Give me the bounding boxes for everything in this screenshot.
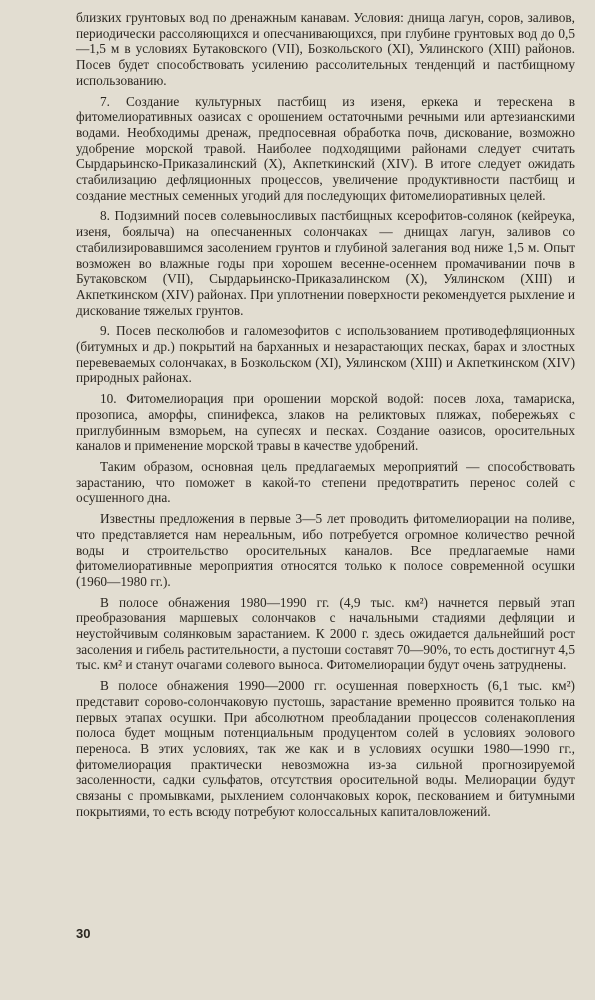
paragraph-item-8: 8. Подзимний посев солевыносливых пастбищных ксерофитов-солянок (кейреука, изеня, боялыча) на опесчаненных солончаках — днищах лагун, заливов со стабилизировавшимся засолением грунтов и глубиной залегания вод ниже 1,5 м. Опыт возможен во влажные годы при хорошем весенне-осеннем промачивании почв в Бутаковском (VII), Сырдарьинско-Приказалинском (X), Уялинском (XIII) и Акпеткинском (XIV) районах. При уплотнении поверхности рекомендуется рыхление и дискование тяжелых грунтов.: [76, 208, 575, 318]
paragraph-item-7: 7. Создание культурных пастбищ из изеня, еркека и терескена в фитомелиоративных оазисах с орошением остаточными речными или артезианскими водами. Необходимы дренаж, предпосевная обработка почв, дискование, возможно удобрение морской травой. Наиболее подходящими районами следует считать Сырдарьинско-Приказалинский (X), Акпеткинский (XIV). В итоге следует ожидать стабилизацию дефляционных процессов, увеличение продуктивности пастбищ и создание местных семенных угодий для последующих фитомелиоративных целей.: [76, 93, 575, 203]
paragraph-proposals: Известны предложения в первые 3—5 лет проводить фитомелиорации на поливе, что представляется нам нереальным, ибо потребуется огромное количество речной воды и строительство оросительных каналов. Все предлагаемые нами фитомелиоративные мероприятия относятся только к полосе современной осушки (1960—1980 гг.).: [76, 511, 575, 589]
paragraph-zone-1980-1990: В полосе обнажения 1980—1990 гг. (4,9 тыс. км²) начнется первый этап преобразования маршевых солончаков с начальными стадиями дефляции и неустойчивым солянковым зарастанием. К 2000 г. здесь ожидается дальнейший рост засоления и гибель растительности, а пустоши составят 70—90%, то есть достигнут 4,5 тыс. км² и станут очагами солевого выноса. Фитомелиорации будут очень затруднены.: [76, 594, 575, 673]
paragraph-item-9: 9. Посев песколюбов и галомезофитов с использованием противодефляционных (битумных и др.) покрытий на барханных и незарастающих песках, барах и злостных перевеваемых солончаках, в Бозкольском (XI), Уялинском (XIII) и Акпеткинском (XIV) природных районах.: [76, 323, 575, 386]
paragraph-continuation: близких грунтовых вод по дренажным канавам. Условия: днища лагун, соров, заливов, периодически рассоляющихся и опесчанивающихся, при глубине грунтовых вод до 0,5—1,5 м в условиях Бутаковского (VII), Бозкольского (XI), Уялинского (XIII) районов. Посев будет способствовать усилению рассолительных тенденций и пастбищному использованию.: [76, 10, 575, 88]
page-number: 30: [76, 926, 91, 941]
paragraph-item-10: 10. Фитомелиорация при орошении морской водой: посев лоха, тамариска, прозописа, аморфы, спинифекса, злаков на реликтовых пляжах, побережьях с приглубинным взморьем, на супесях и песках. Создание оазисов, оросительных каналов и применение морской травы в качестве удобрений.: [76, 391, 575, 454]
paragraph-zone-1990-2000: В полосе обнажения 1990—2000 гг. осушенная поверхность (6,1 тыс. км²) представит сорово-солончаковую пустошь, зарастание временно проявится только на первых этапах осушки. При абсолютном преобладании процессов соленакопления полоса будет мощным потенциальным продуцентом солей в условиях эолового переноса. В этих условиях, так же как и в условиях осушки 1980—1990 гг., фитомелиорация практически невозможна из-за сильной прогнозируемой засоленности, садки сульфатов, отсутствия оросительной воды. Мелиорации будут связаны с промывками, рыхлением солончаковых корок, пескованием и битумными покрытиями, то есть всюду потребуют колоссальных капиталовложений.: [76, 678, 575, 819]
body-text: [76, 10, 575, 819]
paragraph-conclusion: Таким образом, основная цель предлагаемых мероприятий — способствовать зарастанию, что поможет в какой-то степени предотвратить перенос солей с осушенного дна.: [76, 458, 575, 506]
